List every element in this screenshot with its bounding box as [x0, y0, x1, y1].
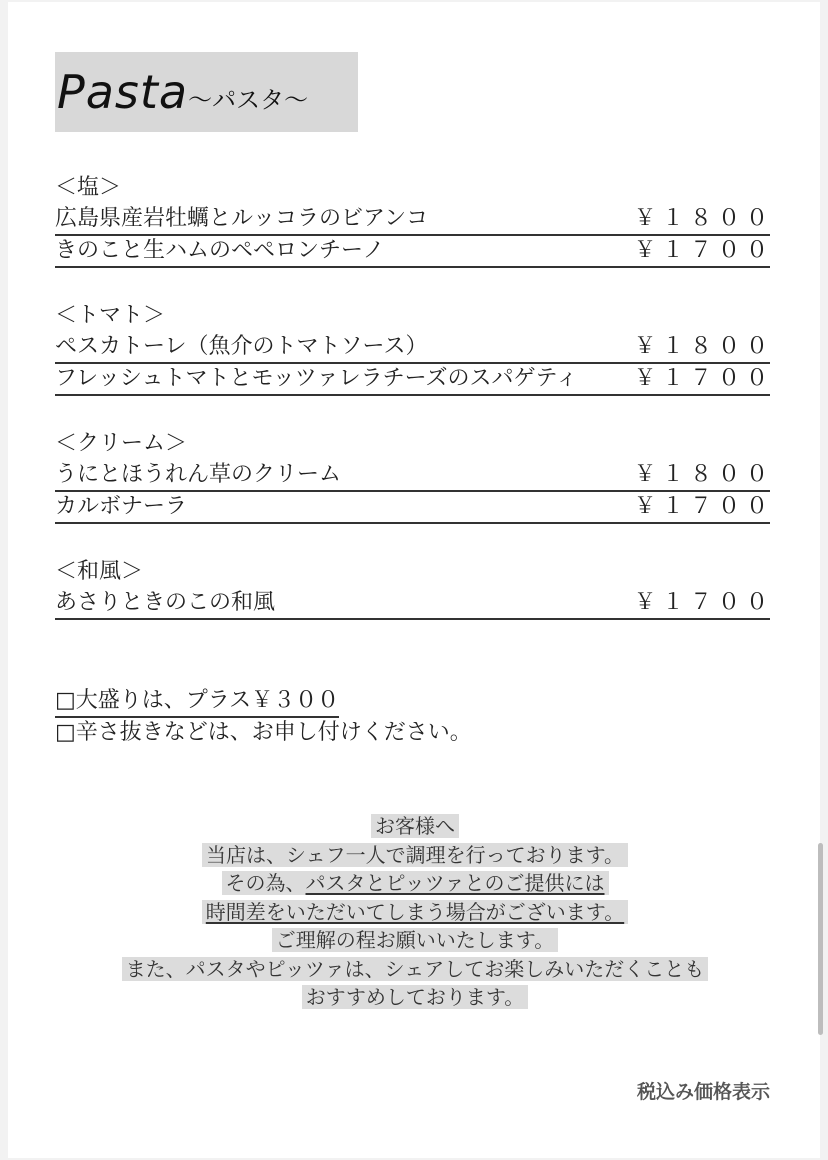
title-main: Pasta: [57, 65, 189, 119]
menu-item: [55, 492, 774, 524]
section-heading: ＜クリーム＞: [55, 431, 188, 456]
item-name: 広島県産岩牡蠣とルッコラのビアンコ: [55, 206, 429, 231]
note-text: □大盛りは、プラス￥３００: [55, 686, 339, 718]
menu-item: [55, 332, 774, 364]
message-line: ご理解の程お願いいたします。: [272, 928, 558, 952]
item-price: ￥１８００: [633, 206, 774, 231]
section-wafu: [55, 556, 774, 620]
customer-message: [60, 812, 770, 1012]
menu-item: [55, 460, 774, 492]
scrollbar-thumb[interactable]: [818, 843, 823, 1035]
item-price: ￥１７００: [633, 238, 774, 263]
menu-item: [55, 588, 774, 620]
item-name: カルボナーラ: [55, 494, 188, 519]
message-line: おすすめしております。: [302, 985, 529, 1009]
note-less-spicy: □辛さ抜きなどは、お申し付けください。: [55, 720, 472, 745]
message-underlined-text: パスタとピッツァとのご提供には: [305, 871, 605, 895]
menu-title: [55, 52, 358, 132]
item-name: あさりときのこの和風: [55, 590, 276, 615]
menu-item: [55, 204, 774, 236]
tax-included-label: 税込み価格表示: [636, 1081, 770, 1103]
menu-item: [55, 364, 774, 396]
item-name: フレッシュトマトとモッツァレラチーズのスパゲティ: [55, 366, 578, 391]
section-cream: [55, 428, 774, 524]
section-tomato: [55, 300, 774, 396]
message-line: お客様へ: [371, 814, 459, 838]
section-heading: ＜和風＞: [55, 559, 144, 584]
section-salt: [55, 172, 774, 268]
item-price: ￥１８００: [633, 334, 774, 359]
title-subtitle: ～パスタ～: [188, 85, 309, 114]
message-line: また、パスタやピッツァは、シェアしてお楽しみいただくことも: [122, 957, 709, 981]
section-heading: ＜トマト＞: [55, 303, 166, 328]
item-name: うにとほうれん草のクリーム: [55, 462, 342, 487]
item-name: きのこと生ハムのペペロンチーノ: [55, 238, 385, 263]
message-text: その為、: [225, 871, 306, 895]
item-name: ペスカトーレ（魚介のトマトソース）: [55, 334, 428, 359]
item-price: ￥１７００: [633, 366, 774, 391]
note-large-portion: [55, 686, 770, 718]
item-price: ￥１８００: [633, 462, 774, 487]
section-heading: ＜塩＞: [55, 175, 122, 200]
item-price: ￥１７００: [633, 590, 774, 615]
message-line: 時間差をいただいてしまう場合がございます。: [202, 900, 628, 924]
message-line: 当店は、シェフ一人で調理を行っております。: [202, 843, 628, 867]
item-price: ￥１７００: [633, 494, 774, 519]
message-line: [222, 871, 609, 895]
menu-notes: [55, 686, 770, 750]
menu-item: [55, 236, 774, 268]
